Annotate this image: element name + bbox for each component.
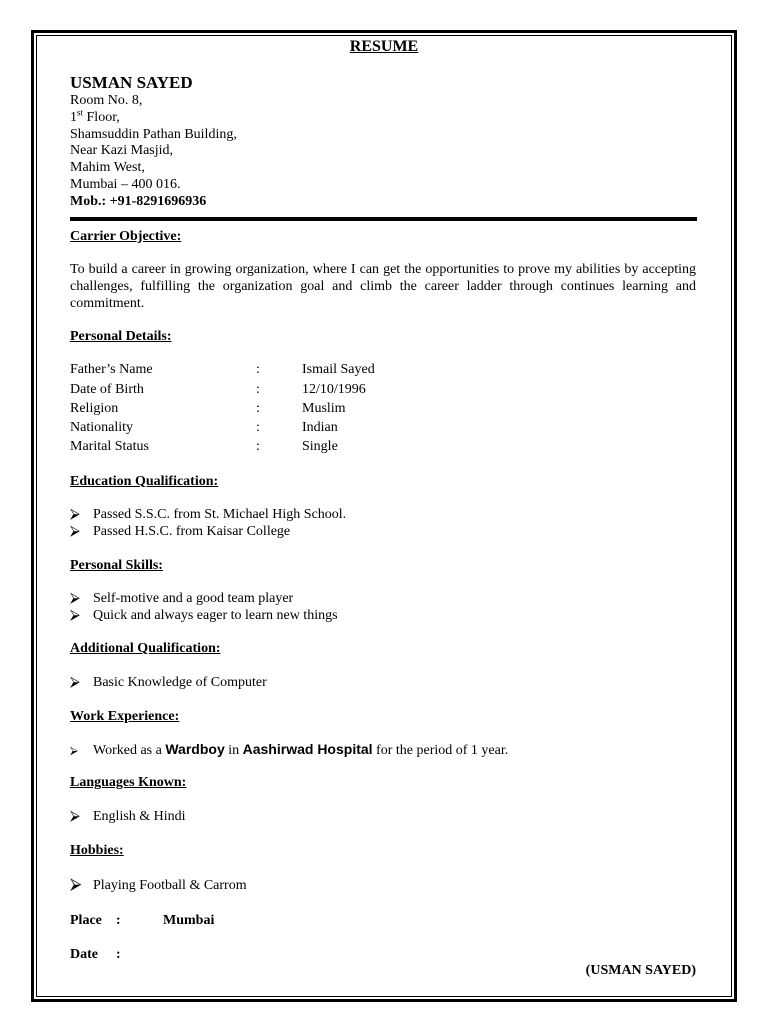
detail-value: 12/10/1996 — [302, 382, 366, 397]
address-line: Near Kazi Masjid, — [70, 143, 174, 159]
detail-value: Single — [302, 439, 338, 454]
list-item-text: Passed S.S.C. from St. Michael High School. — [93, 507, 347, 522]
detail-value: Muslim — [302, 401, 346, 416]
arrowhead-bullet-icon: ⮚ — [70, 809, 80, 824]
list-item — [70, 741, 508, 760]
list-item-text: English & Hindi — [93, 809, 186, 824]
arrowhead-bullet-icon: ⮚ — [70, 507, 80, 522]
floor-number: 1 — [70, 109, 77, 125]
additional-qualification-heading: Additional Qualification: — [70, 641, 221, 656]
document-title: RESUME — [349, 38, 419, 55]
date-separator: : — [116, 947, 121, 962]
detail-value: Indian — [302, 420, 338, 435]
work-experience-heading: Work Experience: — [70, 709, 180, 724]
list-item — [70, 876, 247, 894]
detail-label: Father’s Name — [70, 362, 153, 377]
address-line: Floor, — [86, 109, 120, 125]
header-divider — [70, 217, 697, 221]
address-line: Shamsuddin Pathan Building, — [70, 126, 237, 142]
arrowhead-bullet-icon: ⮚ — [70, 591, 80, 606]
address-line: Mumbai – 400 016. — [70, 176, 181, 192]
arrowhead-bullet-icon: ⮚ — [70, 675, 80, 690]
place-value: Mumbai — [163, 913, 215, 928]
arrowhead-bullet-icon: ⮚ — [70, 524, 80, 539]
skills-heading: Personal Skills: — [70, 558, 163, 573]
list-item-text: Passed H.S.C. from Kaisar College — [93, 524, 291, 539]
detail-separator: : — [256, 401, 260, 416]
objective-text: To build a career in growing organization, where I can get the opportunities to prove my abilities by accepting challenges, fulfilling the organization goal and climb the career ladder through continues learning and commitment. — [70, 262, 696, 311]
list-item — [70, 523, 290, 540]
arrowhead-bullet-icon: ⮚ — [70, 608, 80, 623]
detail-label: Marital Status — [70, 439, 149, 454]
work-employer: Aashirwad Hospital — [242, 741, 373, 757]
arrowhead-bullet-icon: ⮚ — [70, 876, 82, 893]
address-line: Mahim West, — [70, 160, 145, 176]
objective-heading: Carrier Objective: — [70, 229, 182, 244]
list-item-text: Basic Knowledge of Computer — [93, 675, 267, 690]
list-item — [70, 607, 338, 624]
detail-value: Ismail Sayed — [302, 362, 375, 377]
list-item-text: Self-motive and a good team player — [93, 591, 294, 606]
detail-separator: : — [256, 439, 260, 454]
signature-name: (USMAN SAYED) — [585, 963, 696, 978]
detail-label: Religion — [70, 401, 119, 416]
education-heading: Education Qualification: — [70, 474, 219, 489]
hobbies-heading: Hobbies: — [70, 843, 124, 858]
address-line-floor — [70, 107, 237, 127]
detail-separator: : — [256, 420, 260, 435]
detail-label: Date of Birth — [70, 382, 144, 397]
detail-separator: : — [256, 362, 260, 377]
work-suffix: for the period of 1 year. — [376, 743, 509, 758]
work-prefix: Worked as a — [93, 743, 162, 758]
list-item-text: Quick and always eager to learn new things — [93, 608, 338, 623]
place-label: Place — [70, 913, 102, 928]
work-mid: in — [228, 743, 240, 758]
list-item — [70, 590, 293, 607]
address-line: Room No. 8, — [70, 93, 143, 108]
personal-details-heading: Personal Details: — [70, 329, 172, 344]
address-block — [70, 93, 237, 211]
work-role: Wardboy — [165, 741, 225, 757]
floor-suffix: st — [77, 107, 84, 118]
list-item — [70, 506, 346, 523]
list-item — [70, 674, 267, 691]
date-label: Date — [70, 947, 98, 962]
detail-separator: : — [256, 382, 260, 397]
arrowhead-bullet-icon: ⮚ — [70, 745, 78, 757]
list-item — [70, 808, 186, 825]
place-separator: : — [116, 913, 121, 928]
languages-heading: Languages Known: — [70, 775, 187, 790]
detail-label: Nationality — [70, 420, 133, 435]
candidate-name: USMAN SAYED — [70, 73, 193, 92]
mobile-number: Mob.: +91-8291696936 — [70, 193, 207, 209]
list-item-text: Playing Football & Carrom — [93, 878, 247, 893]
